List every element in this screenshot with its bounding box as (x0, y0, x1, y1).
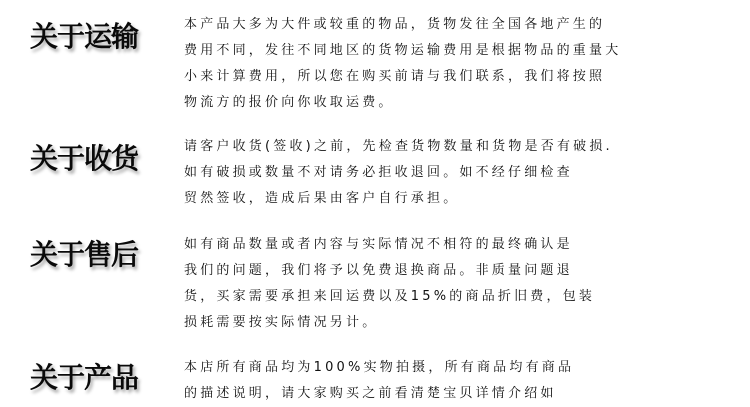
section-body (184, 134, 724, 212)
body-line: 费用不同，发往不同地区的货物运输费用是根据物品的重量大 (184, 43, 622, 58)
body-line: 请客户收货(签收)之前，先检查货物数量和货物是否有破损. (184, 139, 613, 154)
body-line: 物流方的报价向你收取运费。 (184, 95, 395, 110)
section-title: 关于运输 (30, 20, 139, 53)
body-line: 的描述说明，请大家购买之前看清楚宝贝详情介绍如 (184, 386, 557, 401)
section-title: 关于产品 (30, 361, 139, 394)
body-line: 我们的问题，我们将予以免费退换商品。非质量问题退 (184, 263, 573, 278)
body-line: 如有商品数量或者内容与实际情况不相符的最终确认是 (184, 237, 573, 252)
body-line: 货，买家需要承担来回运费以及15%的商品折旧费，包装 (184, 289, 596, 304)
body-line: 本产品大多为大件或较重的物品，货物发往全国各地产生的 (184, 17, 606, 32)
section-title: 关于售后 (30, 238, 139, 271)
body-line: 如有破损或数量不对请务必拒收退回。如不经仔细检查 (184, 165, 573, 180)
body-line: 损耗需要按实际情况另计。 (184, 315, 379, 330)
section-body (184, 12, 724, 116)
section-body (184, 355, 724, 407)
body-line: 小来计算费用，所以您在购买前请与我们联系，我们将按照 (184, 69, 606, 84)
body-line: 本店所有商品均为100%实物拍摄，所有商品均有商品 (184, 360, 575, 375)
section-title: 关于收货 (30, 142, 139, 175)
section-body (184, 232, 724, 336)
body-line: 贸然签收，造成后果由客户自行承担。 (184, 191, 460, 206)
